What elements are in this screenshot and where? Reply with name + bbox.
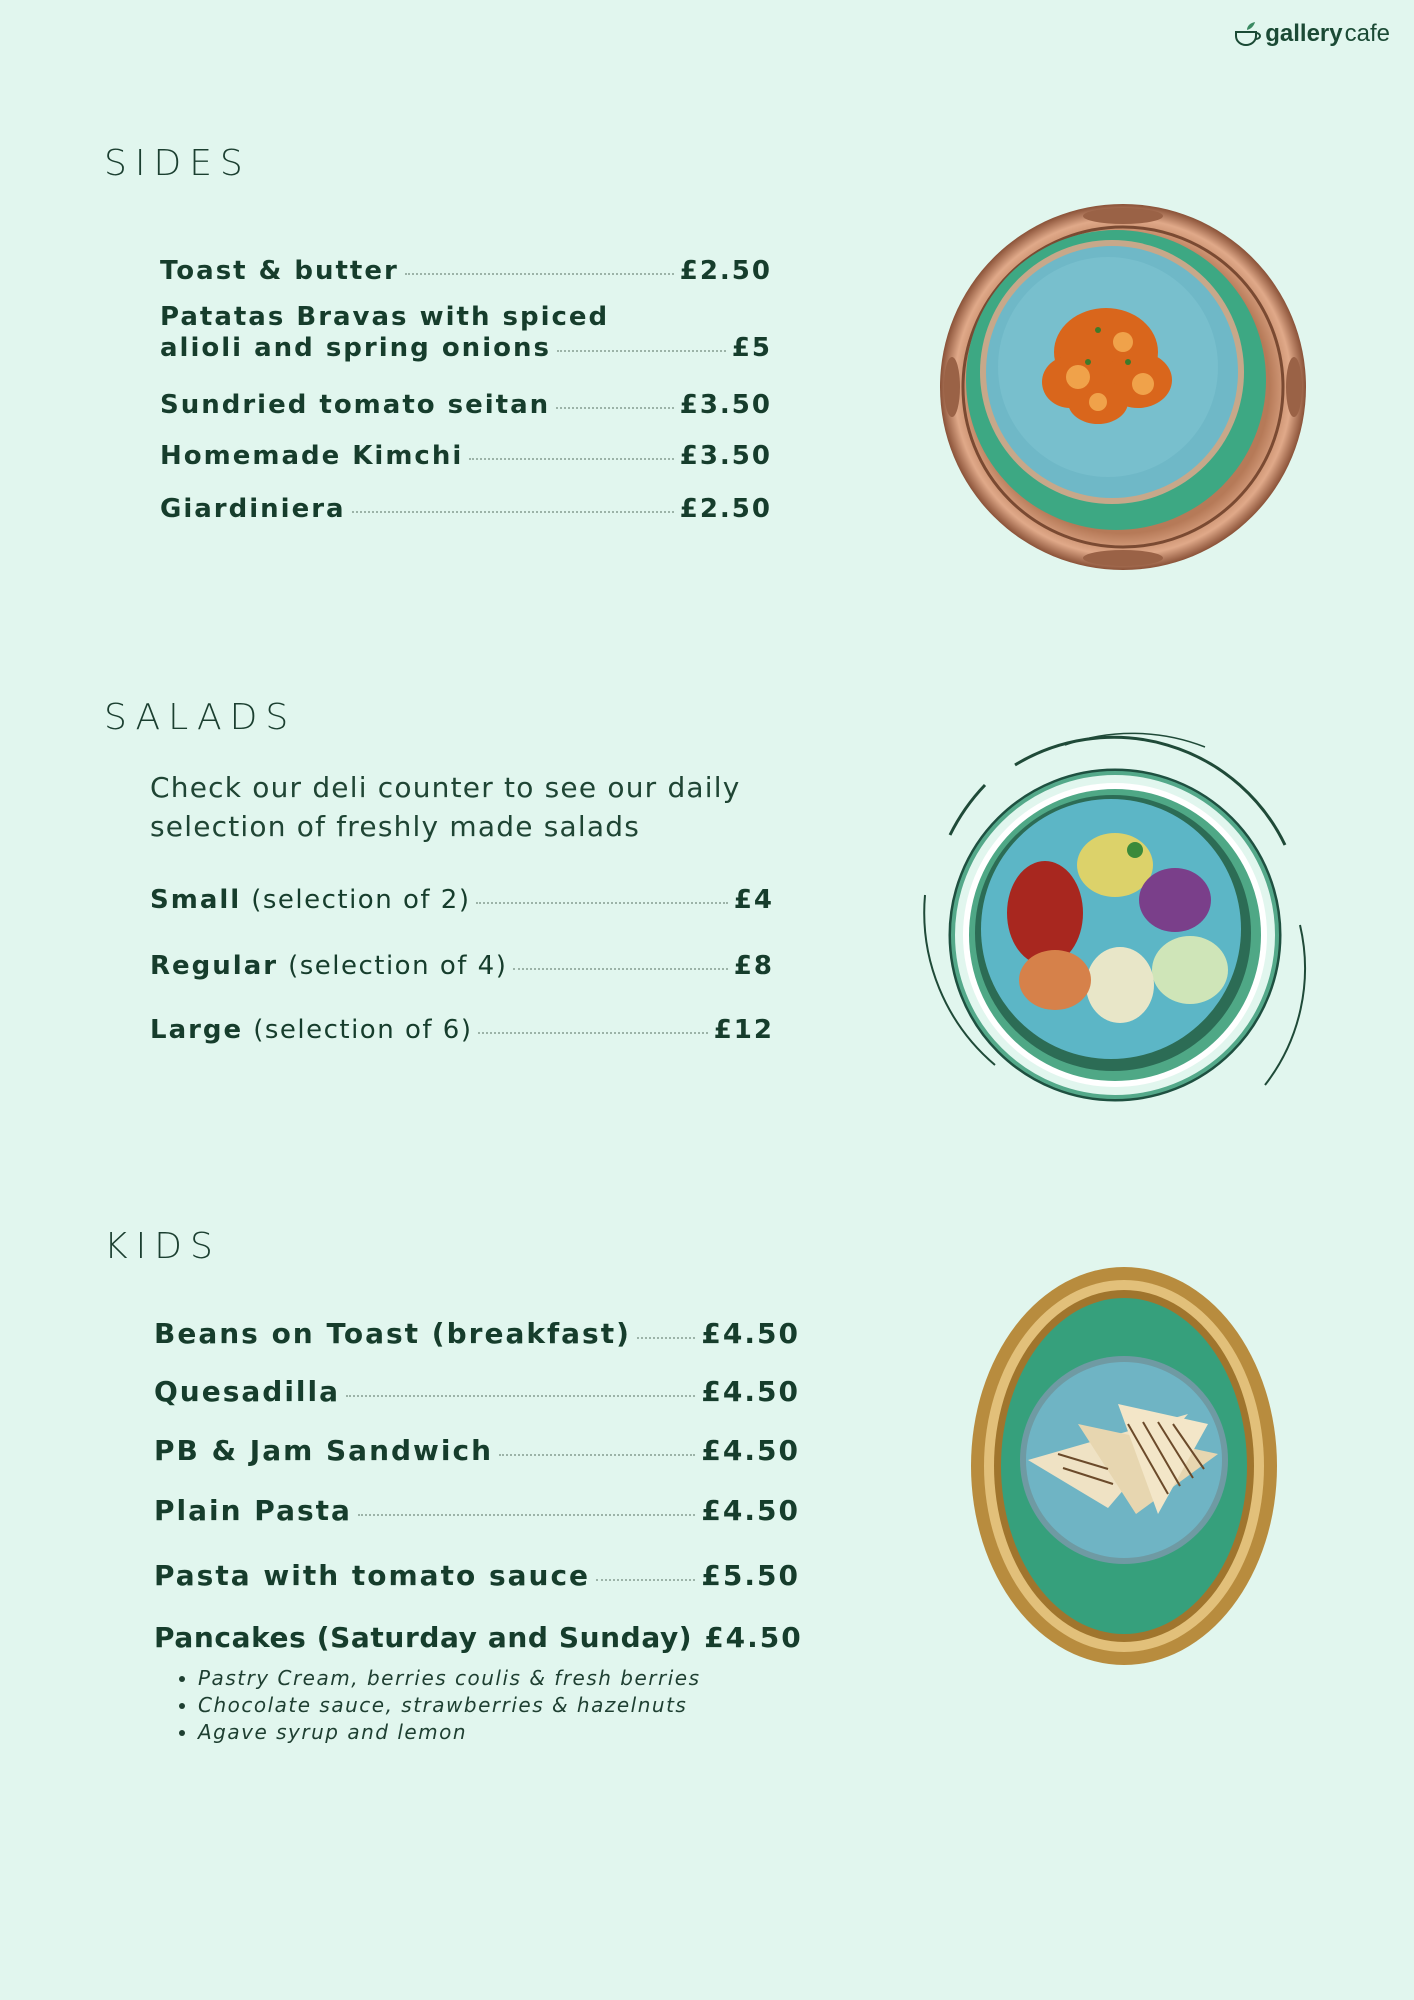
menu-item [154,1559,800,1592]
item-price: £3.50 [679,390,772,420]
item-price: £5.50 [701,1559,800,1592]
item-price: £2.50 [679,256,772,286]
menu-item [154,1621,803,1654]
item-detail: (selection of 2) [251,885,471,915]
salad-size-large [150,1015,774,1045]
item-name: Pasta with tomato sauce [154,1559,591,1592]
dot-leader [596,1579,695,1581]
list-item: • Agave syrup and lemon [198,1719,701,1746]
item-name: Small [150,885,242,915]
item-price: £4 [733,885,774,915]
pancake-toppings-list [176,1665,701,1746]
item-name: Pancakes (Saturday and Sunday) [154,1621,693,1654]
menu-item [154,1317,800,1350]
dot-leader [476,902,727,904]
dot-leader [499,1454,695,1456]
item-price: £3.50 [679,441,772,471]
menu-item [154,1434,800,1467]
dot-leader [469,458,673,460]
menu-item [160,302,772,363]
item-price: £5 [731,333,772,363]
dot-leader [352,511,674,513]
item-price: £4.50 [701,1375,800,1408]
logo-text-light: cafe [1344,20,1390,47]
item-name: Regular [150,951,279,981]
menu-item [154,1375,800,1408]
menu-item [160,390,772,420]
menu-item [154,1494,800,1527]
salad-bowl-photo [905,725,1325,1105]
salad-size-small [150,885,774,915]
salad-size-regular [150,951,774,981]
patatas-bravas-photo [938,202,1308,572]
item-name: Large [150,1015,244,1045]
dot-leader [556,407,674,409]
quesadilla-photo [968,1264,1280,1668]
item-name-line1: Patatas Bravas with spiced [160,302,610,332]
salads-heading: SALADS [104,697,297,738]
item-detail: (selection of 6) [253,1015,473,1045]
dot-leader [405,273,674,275]
dot-leader [637,1337,696,1339]
item-price: £12 [713,1015,774,1045]
item-name: Homemade Kimchi [160,441,464,471]
logo-text-bold: gallery [1265,20,1343,47]
dot-leader [346,1395,695,1397]
sides-heading: SIDES [104,143,251,184]
item-name: PB & Jam Sandwich [154,1434,494,1467]
dot-leader [513,968,727,970]
dot-leader [358,1514,696,1516]
item-price: £4.50 [704,1621,803,1654]
dot-leader [478,1032,707,1034]
item-name-line2: alioli and spring onions [160,333,551,363]
dot-leader [557,350,726,352]
gallery-cafe-logo [1233,20,1390,48]
list-item: • Pastry Cream, berries coulis & fresh berries [198,1665,701,1692]
item-price: £8 [733,951,774,981]
cup-icon [1233,20,1263,48]
item-name: Sundried tomato seitan [160,390,551,420]
salads-intro: Check our deli counter to see our daily selection of freshly made salads [150,771,741,843]
menu-item [160,441,772,471]
menu-item [160,494,772,524]
item-detail: (selection of 4) [288,951,508,981]
item-name: Beans on Toast (breakfast) [154,1317,631,1350]
kids-heading: KIDS [104,1226,221,1267]
item-price: £2.50 [679,494,772,524]
item-price: £4.50 [701,1317,800,1350]
list-item: • Chocolate sauce, strawberries & hazelnuts [198,1692,701,1719]
item-name: Plain Pasta [154,1494,352,1527]
item-price: £4.50 [701,1434,800,1467]
item-name: Quesadilla [154,1375,341,1408]
item-name: Giardiniera [160,494,346,524]
item-price: £4.50 [701,1494,800,1527]
menu-item [160,256,772,286]
item-name: Toast & butter [160,256,399,286]
